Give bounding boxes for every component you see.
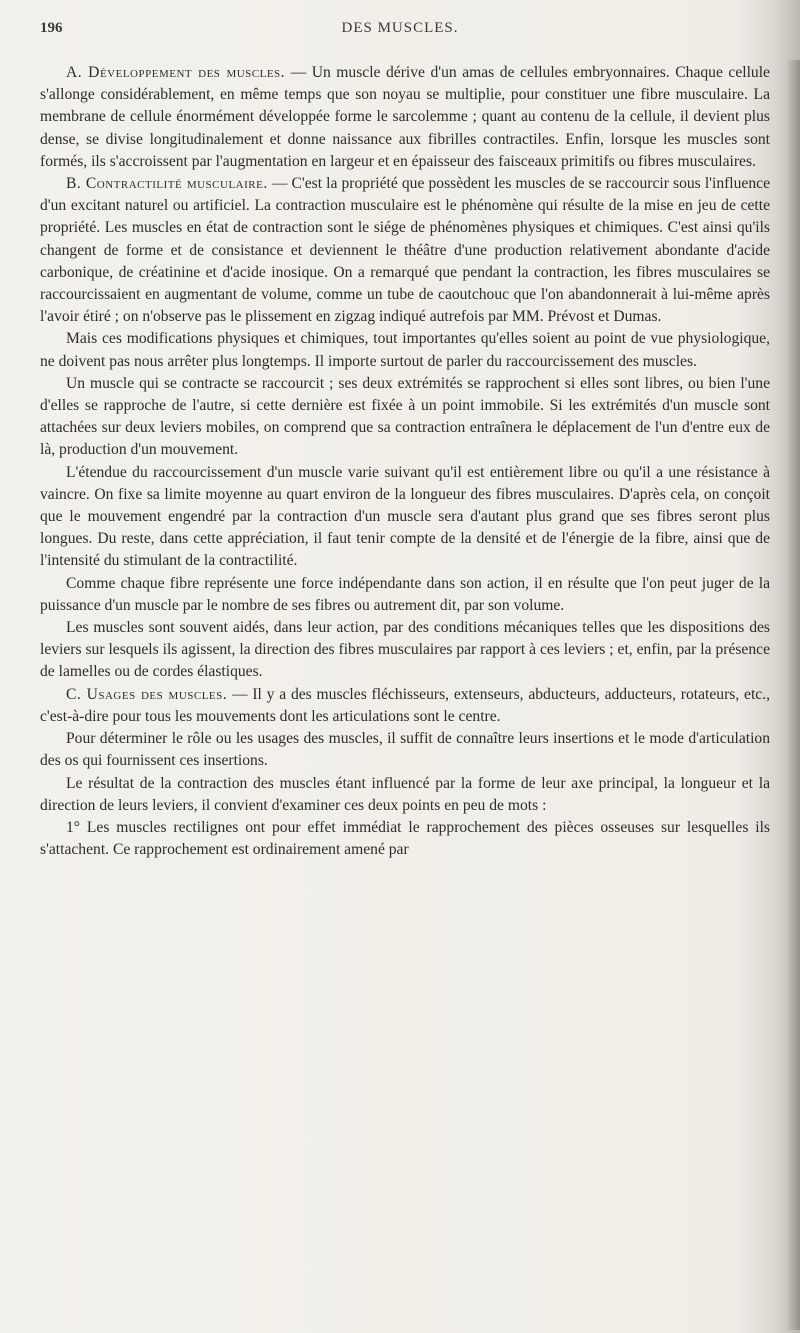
paragraph-text: Pour déterminer le rôle ou les usages des muscles, il suffit de connaître leurs insertions et le mode d'articulation des os qui fournissent ces insertions. bbox=[40, 730, 770, 770]
paragraph bbox=[40, 617, 770, 684]
paragraph bbox=[40, 328, 770, 372]
paragraph-text: Comme chaque fibre représente une force indépendante dans son action, il en résulte que l'on peut juger de la puissance d'un muscle par le nombre de ses fibres ou autrement dit, par son volume. bbox=[40, 574, 770, 614]
paragraph-text: — Il y a des muscles fléchisseurs, extenseurs, abducteurs, adducteurs, rotateurs, etc., c'est-à-dire pour tous les mouvements dont les articulations sont le centre. bbox=[40, 685, 771, 725]
page-header bbox=[40, 20, 760, 46]
paragraph-text: Les muscles sont souvent aidés, dans leur action, par des conditions mécaniques telles que les dispositions des leviers sur lesquels ils agissent, la direction des fibres musculaires par rapport à ces leviers ; et, enfin, par la présence de lamelles ou de cordes élastiques. bbox=[40, 619, 770, 681]
paragraph-text: — Un muscle dérive d'un amas de cellules embryonnaires. Chaque cellule s'allonge considérablement, en même temps que son noyau se multiplie, pour constituer une fibre musculaire. La membrane de cellule énormément développée forme le sarcolemme ; quant au contenu de la cellule, il devient plus dense, se divise longitudinalement et donne naissance aux fibrilles contractiles. Enfin, lorsque les muscles sont formés, ils s'accroissent par l'augmentation en largeur et en épaisseur des faisceaux primitifs ou fibres musculaires. bbox=[40, 64, 770, 170]
section-label-a: A. Développement des muscles. bbox=[66, 64, 286, 81]
body-text bbox=[40, 62, 770, 861]
paragraph-text: 1° Les muscles rectilignes ont pour effet immédiat le rapprochement des pièces osseuses sur lesquelles ils s'attachent. Ce rapprochement est ordinairement amené par bbox=[40, 818, 770, 859]
section-label-b: B. Contractilité musculaire. bbox=[66, 175, 268, 193]
paragraph-contractility bbox=[40, 173, 770, 328]
page-edge-shadow bbox=[786, 60, 800, 1330]
paragraph-text: Le résultat de la contraction des muscles étant influencé par la forme de leur axe principal, la longueur et la direction de leurs leviers, il convient d'examiner ces deux points en peu de mots : bbox=[40, 774, 770, 814]
paragraph bbox=[40, 817, 770, 861]
paragraph-text: L'étendue du raccourcissement d'un muscle varie suivant qu'il est entièrement libre ou qu'il a une résistance à vaincre. On fixe sa limite moyenne au quart environ de la longueur des fibres musculaires. D'après cela, on conçoit que le mouvement engendré par la contraction d'un muscle sera d'autant plus grand que ses fibres seront plus longues. Du reste, dans cette appréciation, il faut tenir compte de la densité et de l'énergie de la fibre, ainsi que de l'intensité du stimulant de la contractilité. bbox=[40, 463, 770, 570]
paragraph-usages bbox=[40, 684, 770, 728]
paragraph bbox=[40, 773, 770, 817]
paragraph-text: Mais ces modifications physiques et chimiques, tout importantes qu'elles soient au point de vue physiologique, ne doivent pas nous arrêter plus longtemps. Il importe surtout de parler du raccourcissement des muscles. bbox=[40, 330, 770, 370]
page-number: 196 bbox=[40, 20, 63, 36]
paragraph-text: — C'est la propriété que possèdent les muscles de se raccourcir sous l'influence d'un excitant naturel ou artificiel. La contraction musculaire est le phénomène qui résulte de la mise en jeu de cette propriété. Les muscles en état de contraction sont le siége de phénomènes physiques et chimiques. C'est ainsi qu'ils changent de forme et de consistance et deviennent le théâtre d'une production relativement abondante d'acide carbonique, de créatinine et d'acide inosique. On a remarqué que pendant la contraction, les fibres musculaires se raccourcissaient en augmentant de volume, comme un tube de caoutchouc que l'on abandonnerait à lui-même après l'avoir étiré ; on n'observe pas le plissement en zigzag indiqué autrefois par MM. Prévost et Dumas. bbox=[40, 175, 770, 326]
paragraph bbox=[40, 373, 770, 462]
paragraph-text: Un muscle qui se contracte se raccourcit ; ses deux extrémités se rapprochent si elles sont libres, ou bien l'une d'elles se rapproche de l'autre, si cette dernière est fixée à un point immobile. Si les extrémités d'un muscle sont attachées sur deux leviers mobiles, on comprend que sa contraction entraînera le déplacement de l'un d'entre eux de là, production d'un mouvement. bbox=[40, 374, 770, 459]
paragraph bbox=[40, 573, 770, 617]
running-title: DES MUSCLES. bbox=[341, 20, 459, 36]
paragraph bbox=[40, 728, 770, 772]
section-label-c: C. Usages des muscles. bbox=[66, 685, 228, 703]
paragraph-development bbox=[40, 62, 770, 173]
paragraph bbox=[40, 462, 770, 573]
